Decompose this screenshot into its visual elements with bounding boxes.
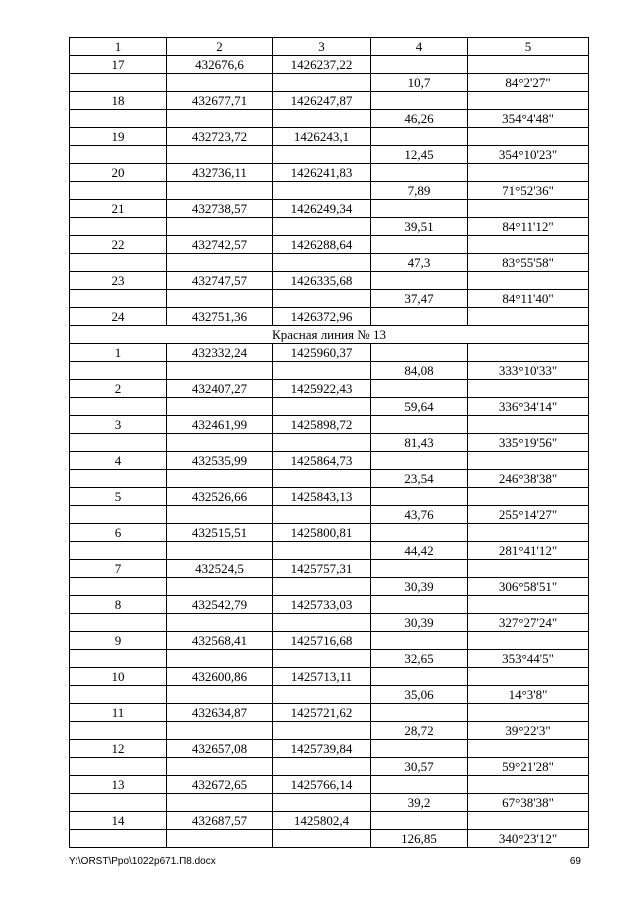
empty-cell (167, 434, 273, 452)
coord-y: 1425898,72 (273, 416, 371, 434)
segment-row (70, 758, 589, 776)
empty-cell (167, 578, 273, 596)
empty-cell (70, 686, 167, 704)
empty-cell (371, 812, 468, 830)
empty-cell (371, 668, 468, 686)
empty-cell (468, 200, 589, 218)
direction-angle: 335°19'56" (468, 434, 589, 452)
empty-cell (167, 218, 273, 236)
point-number: 4 (70, 452, 167, 470)
empty-cell (371, 776, 468, 794)
empty-cell (167, 146, 273, 164)
empty-cell (371, 380, 468, 398)
empty-cell (167, 722, 273, 740)
empty-cell (468, 812, 589, 830)
coord-y: 1426249,34 (273, 200, 371, 218)
empty-cell (70, 254, 167, 272)
empty-cell (273, 758, 371, 776)
coord-x: 432332,24 (167, 344, 273, 362)
coord-x: 432738,57 (167, 200, 273, 218)
empty-cell (273, 830, 371, 848)
coord-x: 432677,71 (167, 92, 273, 110)
coord-y: 1425800,81 (273, 524, 371, 542)
empty-cell (468, 92, 589, 110)
segment-length: 32,65 (371, 650, 468, 668)
coord-y: 1426247,87 (273, 92, 371, 110)
point-number: 3 (70, 416, 167, 434)
segment-row (70, 254, 589, 272)
coord-y: 1425721,62 (273, 704, 371, 722)
coord-x: 432535,99 (167, 452, 273, 470)
segment-length: 126,85 (371, 830, 468, 848)
coord-y: 1425960,37 (273, 344, 371, 362)
empty-cell (273, 506, 371, 524)
table-body (70, 38, 589, 848)
point-row (70, 164, 589, 182)
segment-row (70, 506, 589, 524)
empty-cell (468, 128, 589, 146)
empty-cell (70, 434, 167, 452)
coord-y: 1425757,31 (273, 560, 371, 578)
direction-angle: 84°11'40" (468, 290, 589, 308)
empty-cell (273, 578, 371, 596)
point-row (70, 236, 589, 254)
direction-angle: 14°3'8" (468, 686, 589, 704)
point-number: 1 (70, 344, 167, 362)
empty-cell (70, 506, 167, 524)
empty-cell (468, 776, 589, 794)
empty-cell (167, 74, 273, 92)
point-number: 7 (70, 560, 167, 578)
empty-cell (273, 722, 371, 740)
direction-angle: 354°4'48" (468, 110, 589, 128)
empty-cell (371, 308, 468, 326)
empty-cell (70, 758, 167, 776)
empty-cell (371, 92, 468, 110)
empty-cell (167, 398, 273, 416)
empty-cell (70, 542, 167, 560)
coord-y: 1426288,64 (273, 236, 371, 254)
point-row (70, 812, 589, 830)
empty-cell (167, 506, 273, 524)
empty-cell (273, 218, 371, 236)
empty-cell (70, 182, 167, 200)
coord-x: 432687,57 (167, 812, 273, 830)
empty-cell (273, 290, 371, 308)
point-number: 20 (70, 164, 167, 182)
point-number: 6 (70, 524, 167, 542)
direction-angle: 354°10'23" (468, 146, 589, 164)
empty-cell (468, 56, 589, 74)
empty-cell (70, 830, 167, 848)
coord-x: 432657,08 (167, 740, 273, 758)
empty-cell (273, 398, 371, 416)
empty-cell (167, 614, 273, 632)
empty-cell (468, 344, 589, 362)
segment-length: 28,72 (371, 722, 468, 740)
empty-cell (371, 164, 468, 182)
point-row (70, 308, 589, 326)
empty-cell (371, 200, 468, 218)
segment-length: 12,45 (371, 146, 468, 164)
segment-row (70, 614, 589, 632)
empty-cell (70, 74, 167, 92)
direction-angle: 246°38'38" (468, 470, 589, 488)
empty-cell (468, 272, 589, 290)
coord-x: 432568,41 (167, 632, 273, 650)
header-col-2: 2 (167, 38, 273, 56)
segment-row (70, 74, 589, 92)
segment-length: 35,06 (371, 686, 468, 704)
direction-angle: 306°58'51" (468, 578, 589, 596)
empty-cell (371, 560, 468, 578)
empty-cell (70, 146, 167, 164)
coord-x: 432407,27 (167, 380, 273, 398)
segment-length: 30,39 (371, 614, 468, 632)
point-row (70, 704, 589, 722)
direction-angle: 84°2'27" (468, 74, 589, 92)
empty-cell (371, 272, 468, 290)
coord-y: 1425733,03 (273, 596, 371, 614)
section-title: Красная линия № 13 (70, 326, 589, 344)
direction-angle: 340°23'12" (468, 830, 589, 848)
point-row (70, 128, 589, 146)
point-row (70, 92, 589, 110)
empty-cell (371, 704, 468, 722)
section-row (70, 326, 589, 344)
header-col-5: 5 (468, 38, 589, 56)
point-number: 23 (70, 272, 167, 290)
point-number: 5 (70, 488, 167, 506)
empty-cell (468, 308, 589, 326)
empty-cell (468, 704, 589, 722)
empty-cell (167, 830, 273, 848)
coord-x: 432542,79 (167, 596, 273, 614)
empty-cell (70, 650, 167, 668)
direction-angle: 39°22'3" (468, 722, 589, 740)
header-row (70, 38, 589, 56)
segment-row (70, 578, 589, 596)
empty-cell (167, 254, 273, 272)
empty-cell (273, 74, 371, 92)
empty-cell (70, 398, 167, 416)
empty-cell (273, 434, 371, 452)
segment-row (70, 434, 589, 452)
coord-x: 432634,87 (167, 704, 273, 722)
segment-length: 23,54 (371, 470, 468, 488)
point-number: 12 (70, 740, 167, 758)
point-row (70, 632, 589, 650)
page-number: 69 (569, 856, 581, 867)
coord-y: 1425716,68 (273, 632, 371, 650)
segment-length: 39,2 (371, 794, 468, 812)
empty-cell (167, 758, 273, 776)
empty-cell (70, 614, 167, 632)
empty-cell (70, 362, 167, 380)
empty-cell (70, 794, 167, 812)
direction-angle: 83°55'58" (468, 254, 589, 272)
direction-angle: 59°21'28" (468, 758, 589, 776)
coord-y: 1425739,84 (273, 740, 371, 758)
segment-length: 44,42 (371, 542, 468, 560)
coord-y: 1425922,43 (273, 380, 371, 398)
segment-length: 84,08 (371, 362, 468, 380)
coord-x: 432742,57 (167, 236, 273, 254)
empty-cell (70, 578, 167, 596)
empty-cell (70, 110, 167, 128)
point-number: 2 (70, 380, 167, 398)
point-number: 21 (70, 200, 167, 218)
segment-row (70, 830, 589, 848)
empty-cell (273, 650, 371, 668)
point-row (70, 668, 589, 686)
empty-cell (371, 488, 468, 506)
direction-angle: 336°34'14" (468, 398, 589, 416)
segment-length: 7,89 (371, 182, 468, 200)
coord-y: 1426372,96 (273, 308, 371, 326)
empty-cell (468, 632, 589, 650)
point-row (70, 560, 589, 578)
segment-row (70, 182, 589, 200)
header-col-1: 1 (70, 38, 167, 56)
coord-x: 432672,65 (167, 776, 273, 794)
empty-cell (167, 470, 273, 488)
coord-y: 1425766,14 (273, 776, 371, 794)
segment-length: 59,64 (371, 398, 468, 416)
empty-cell (273, 470, 371, 488)
segment-row (70, 650, 589, 668)
point-row (70, 524, 589, 542)
segment-length: 43,76 (371, 506, 468, 524)
coord-x: 432524,5 (167, 560, 273, 578)
empty-cell (371, 416, 468, 434)
point-number: 18 (70, 92, 167, 110)
empty-cell (371, 128, 468, 146)
point-number: 13 (70, 776, 167, 794)
segment-length: 46,26 (371, 110, 468, 128)
empty-cell (468, 560, 589, 578)
coord-x: 432747,57 (167, 272, 273, 290)
empty-cell (371, 452, 468, 470)
empty-cell (167, 362, 273, 380)
empty-cell (468, 452, 589, 470)
point-row (70, 416, 589, 434)
empty-cell (371, 344, 468, 362)
segment-row (70, 218, 589, 236)
coord-x: 432526,66 (167, 488, 273, 506)
segment-row (70, 398, 589, 416)
empty-cell (70, 218, 167, 236)
direction-angle: 67°38'38" (468, 794, 589, 812)
empty-cell (167, 686, 273, 704)
empty-cell (468, 380, 589, 398)
segment-length: 81,43 (371, 434, 468, 452)
empty-cell (167, 542, 273, 560)
empty-cell (371, 596, 468, 614)
point-row (70, 200, 589, 218)
coord-y: 1425802,4 (273, 812, 371, 830)
footer-file-path: Y:\ORST\Ppo\1022p671.П8.docx (69, 856, 216, 867)
direction-angle: 71°52'36" (468, 182, 589, 200)
empty-cell (371, 56, 468, 74)
point-number: 11 (70, 704, 167, 722)
empty-cell (167, 794, 273, 812)
segment-row (70, 470, 589, 488)
coord-y: 1426335,68 (273, 272, 371, 290)
coordinates-table (69, 37, 589, 848)
point-number: 10 (70, 668, 167, 686)
point-number: 24 (70, 308, 167, 326)
coord-x: 432723,72 (167, 128, 273, 146)
segment-length: 37,47 (371, 290, 468, 308)
coord-x: 432751,36 (167, 308, 273, 326)
coord-y: 1425843,13 (273, 488, 371, 506)
direction-angle: 255°14'27" (468, 506, 589, 524)
coord-x: 432515,51 (167, 524, 273, 542)
empty-cell (273, 182, 371, 200)
point-number: 22 (70, 236, 167, 254)
coord-x: 432736,11 (167, 164, 273, 182)
point-row (70, 596, 589, 614)
segment-row (70, 686, 589, 704)
empty-cell (273, 614, 371, 632)
coord-x: 432600,86 (167, 668, 273, 686)
empty-cell (167, 650, 273, 668)
coord-y: 1425713,11 (273, 668, 371, 686)
coord-x: 432676,6 (167, 56, 273, 74)
direction-angle: 281°41'12" (468, 542, 589, 560)
header-col-3: 3 (273, 38, 371, 56)
segment-row (70, 794, 589, 812)
coord-x: 432461,99 (167, 416, 273, 434)
empty-cell (371, 524, 468, 542)
point-number: 9 (70, 632, 167, 650)
segment-length: 30,39 (371, 578, 468, 596)
empty-cell (273, 794, 371, 812)
point-row (70, 488, 589, 506)
empty-cell (468, 416, 589, 434)
direction-angle: 333°10'33" (468, 362, 589, 380)
point-row (70, 380, 589, 398)
empty-cell (70, 722, 167, 740)
empty-cell (468, 524, 589, 542)
point-number: 17 (70, 56, 167, 74)
direction-angle: 353°44'5" (468, 650, 589, 668)
empty-cell (273, 542, 371, 560)
empty-cell (273, 686, 371, 704)
point-row (70, 740, 589, 758)
point-row (70, 272, 589, 290)
segment-length: 30,57 (371, 758, 468, 776)
empty-cell (273, 254, 371, 272)
point-number: 8 (70, 596, 167, 614)
empty-cell (468, 164, 589, 182)
empty-cell (273, 362, 371, 380)
point-row (70, 452, 589, 470)
segment-row (70, 362, 589, 380)
empty-cell (468, 740, 589, 758)
segment-length: 10,7 (371, 74, 468, 92)
empty-cell (167, 290, 273, 308)
empty-cell (468, 668, 589, 686)
coord-y: 1426241,83 (273, 164, 371, 182)
segment-row (70, 146, 589, 164)
coord-y: 1425864,73 (273, 452, 371, 470)
point-row (70, 56, 589, 74)
coord-y: 1426237,22 (273, 56, 371, 74)
empty-cell (70, 290, 167, 308)
point-number: 19 (70, 128, 167, 146)
empty-cell (371, 632, 468, 650)
empty-cell (371, 740, 468, 758)
segment-row (70, 542, 589, 560)
segment-row (70, 722, 589, 740)
segment-length: 39,51 (371, 218, 468, 236)
direction-angle: 84°11'12" (468, 218, 589, 236)
empty-cell (468, 488, 589, 506)
coord-y: 1426243,1 (273, 128, 371, 146)
point-number: 14 (70, 812, 167, 830)
point-row (70, 776, 589, 794)
empty-cell (167, 110, 273, 128)
point-row (70, 344, 589, 362)
empty-cell (167, 182, 273, 200)
empty-cell (273, 110, 371, 128)
segment-length: 47,3 (371, 254, 468, 272)
empty-cell (468, 236, 589, 254)
direction-angle: 327°27'24" (468, 614, 589, 632)
empty-cell (273, 146, 371, 164)
segment-row (70, 290, 589, 308)
empty-cell (70, 470, 167, 488)
empty-cell (468, 596, 589, 614)
header-col-4: 4 (371, 38, 468, 56)
empty-cell (371, 236, 468, 254)
segment-row (70, 110, 589, 128)
